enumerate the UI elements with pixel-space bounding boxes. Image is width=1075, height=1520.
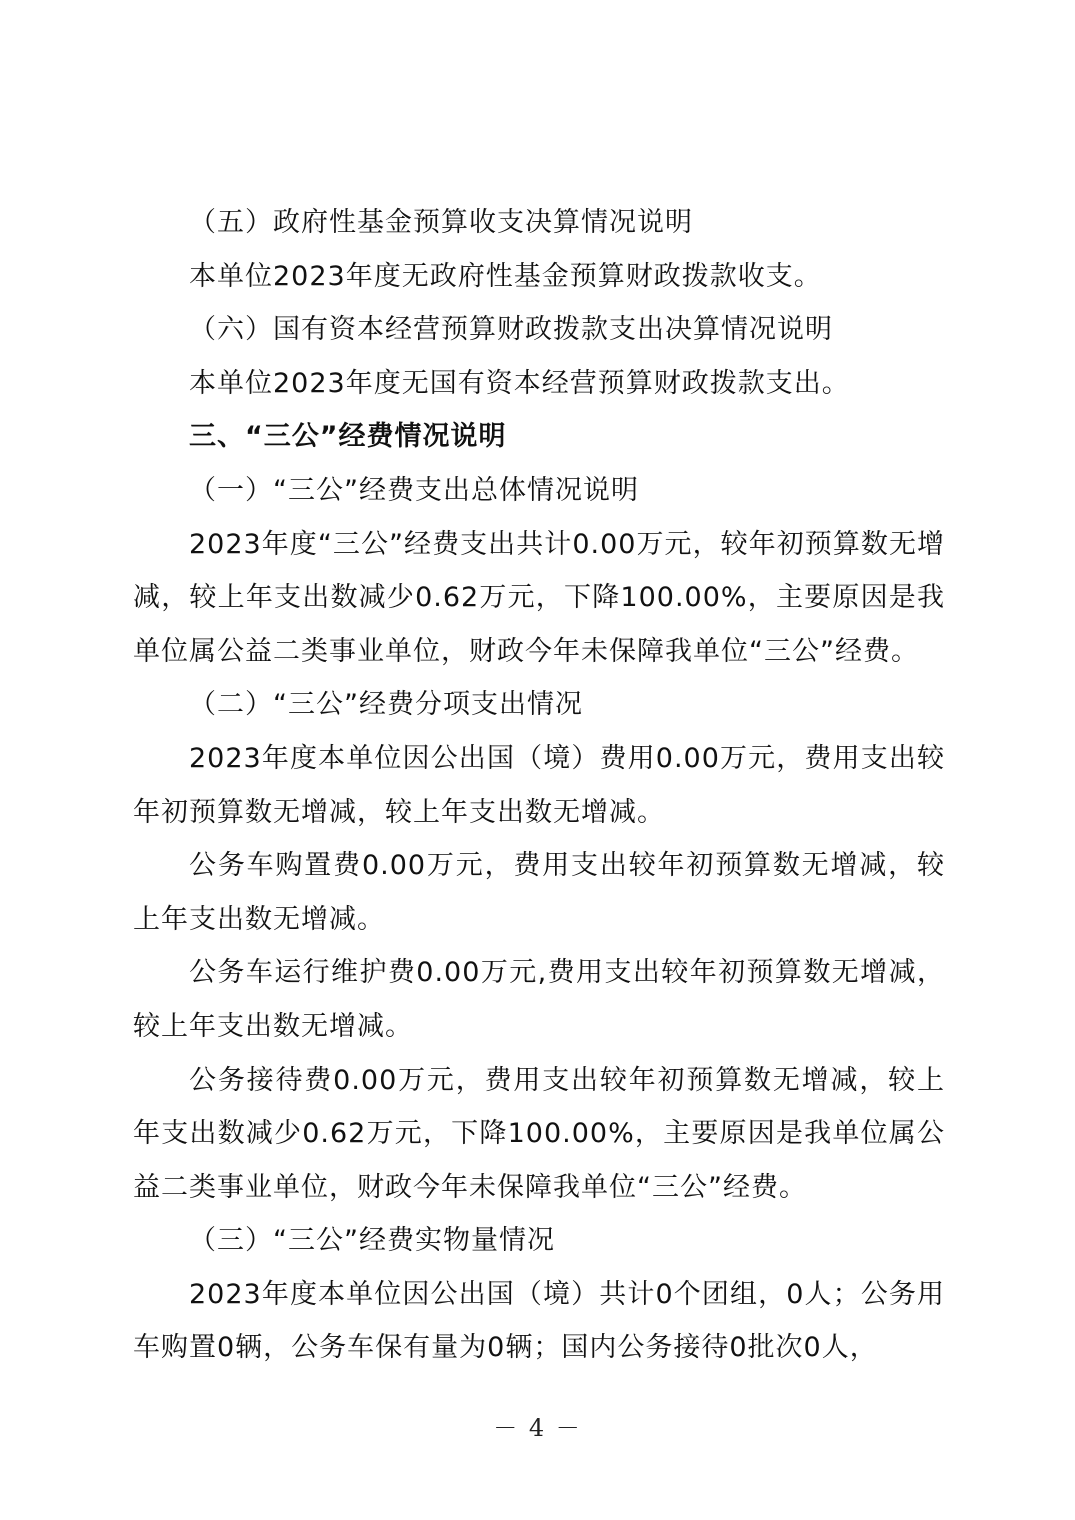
body-paragraph: 本单位2023年度无政府性基金预算财政拨款收支。: [189, 260, 822, 292]
chapter-heading-3: 三、“三公”经费情况说明: [189, 421, 507, 453]
body-paragraph: 公务车运行维护费0.00万元,费用支出较年初预算数无增减，较上年支出数无增减。: [133, 957, 945, 1042]
page-number: － 4 －: [493, 1414, 582, 1442]
document-body: [133, 196, 945, 1375]
body-paragraph: 2023年度本单位因公出国（境）共计0个团组，0人；公务用车购置0辆，公务车保有量为0辆；国内公务接待0批次0人，: [133, 1278, 945, 1364]
section-heading-3: （三）“三公”经费实物量情况: [189, 1225, 555, 1257]
section-heading-1: （一）“三公”经费支出总体情况说明: [189, 474, 639, 506]
section-heading-2: （二）“三公”经费分项支出情况: [189, 689, 583, 721]
body-paragraph: 本单位2023年度无国有资本经营预算财政拨款支出。: [189, 367, 850, 399]
section-heading-6: （六）国有资本经营预算财政拨款支出决算情况说明: [189, 314, 833, 346]
body-paragraph: 2023年度“三公”经费支出共计0.00万元，较年初预算数无增减，较上年支出数减少0.62万元，下降100.00%，主要原因是我单位属公益二类事业单位，财政今年未保障我单位“三公”经费。: [133, 528, 945, 667]
section-heading-5: （五）政府性基金预算收支决算情况说明: [189, 207, 693, 238]
body-paragraph: 公务车购置费0.00万元，费用支出较年初预算数无增减，较上年支出数无增减。: [133, 850, 945, 935]
body-paragraph: 2023年度本单位因公出国（境）费用0.00万元，费用支出较年初预算数无增减，较上年支出数无增减。: [133, 742, 945, 828]
body-paragraph: 公务接待费0.00万元，费用支出较年初预算数无增减，较上年支出数减少0.62万元，下降100.00%，主要原因是我单位属公益二类事业单位，财政今年未保障我单位“三公”经费。: [133, 1064, 945, 1203]
